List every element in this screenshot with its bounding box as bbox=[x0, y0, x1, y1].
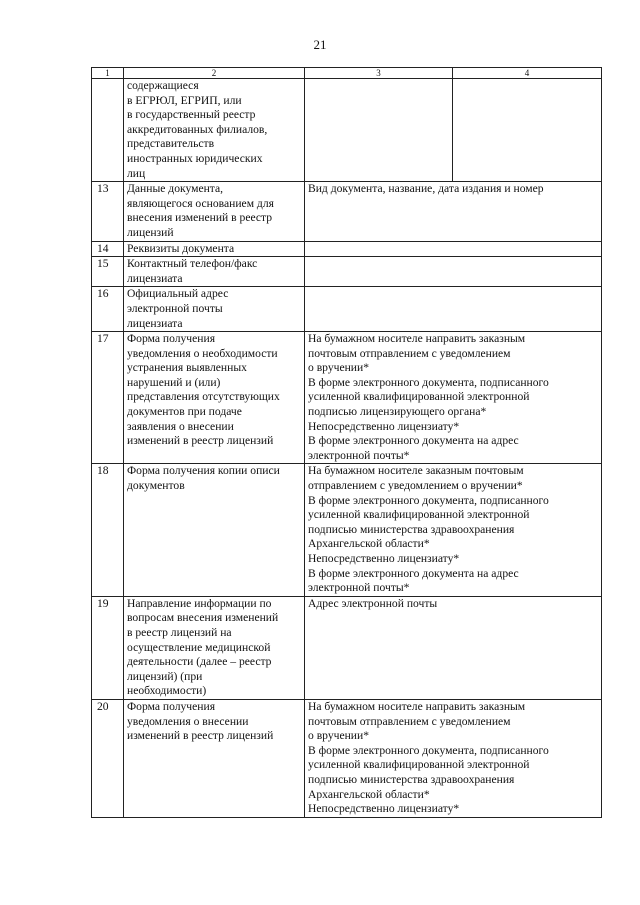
field-value-cell-line: отправлением с уведомлением о вручении* bbox=[308, 479, 523, 493]
field-value-cell-line: В форме электронного документа, подписанного bbox=[308, 375, 549, 389]
row-number: 20 bbox=[92, 699, 124, 817]
header-cell-3: 3 bbox=[305, 68, 453, 79]
field-name-cell-line: Направление информации по bbox=[127, 596, 272, 610]
field-value-cell-line: Адрес электронной почты bbox=[308, 596, 438, 610]
field-name-cell-line: лицензиата bbox=[127, 316, 183, 330]
field-value-cell-line: усиленной квалифицированной электронной bbox=[308, 390, 530, 404]
field-value-cell-line: Архангельской области* bbox=[308, 537, 430, 551]
field-name-cell-line: лицензий) (при bbox=[127, 669, 203, 683]
field-value-cell-line: подписью лицензирующего органа* bbox=[308, 405, 487, 419]
license-form-table bbox=[91, 67, 602, 818]
field-name-cell-line: осуществление медицинской bbox=[127, 640, 271, 654]
field-name-cell-line: электронной почты bbox=[127, 301, 223, 315]
field-name-cell-line: Контактный телефон/факс bbox=[127, 257, 258, 271]
field-name-cell bbox=[124, 182, 305, 241]
table-row bbox=[92, 464, 602, 596]
field-name-cell-line: в реестр лицензий на bbox=[127, 625, 232, 639]
field-name-cell-line: лицензиата bbox=[127, 271, 183, 285]
field-name-cell bbox=[124, 332, 305, 464]
field-name-cell-line: уведомления о внесении bbox=[127, 714, 249, 728]
field-value-cell-line: Непосредственно лицензиату* bbox=[308, 419, 460, 433]
header-cell-1: 1 bbox=[92, 68, 124, 79]
field-value-cell-line: В форме электронного документа на адрес bbox=[308, 434, 519, 448]
field-name-cell-line: уведомления о необходимости bbox=[127, 346, 278, 360]
table-row bbox=[92, 699, 602, 817]
field-value-cell bbox=[305, 79, 453, 182]
row-number: 17 bbox=[92, 332, 124, 464]
field-value-cell-line: почтовым отправлением с уведомлением bbox=[308, 714, 511, 728]
field-name-cell-line: деятельности (далее – реестр bbox=[127, 655, 272, 669]
row-number: 18 bbox=[92, 464, 124, 596]
field-value-cell-line: Вид документа, название, дата издания и номер bbox=[308, 182, 544, 196]
field-name-cell-line: Реквизиты документа bbox=[127, 241, 235, 255]
field-value-cell-line: электронной почты* bbox=[308, 448, 410, 462]
field-value-cell-line: На бумажном носителе направить заказным bbox=[308, 332, 526, 346]
field-value-cell bbox=[305, 332, 602, 464]
field-name-cell-line: внесения изменений в реестр bbox=[127, 211, 273, 225]
table-row bbox=[92, 332, 602, 464]
field-name-cell-line: содержащиеся bbox=[127, 79, 199, 92]
field-name-cell-line: лицензий bbox=[127, 225, 174, 239]
table-body bbox=[92, 68, 602, 818]
field-extra-cell bbox=[453, 79, 602, 182]
field-value-cell-line: На бумажном носителе направить заказным bbox=[308, 699, 526, 713]
field-value-cell-line: усиленной квалифицированной электронной bbox=[308, 758, 530, 772]
field-value-cell-line: В форме электронного документа, подписанного bbox=[308, 493, 549, 507]
field-name-cell bbox=[124, 241, 305, 257]
field-value-cell-line: Архангельской области* bbox=[308, 787, 430, 801]
field-value-cell bbox=[305, 287, 602, 332]
field-value-cell-line: электронной почты* bbox=[308, 581, 410, 595]
field-name-cell-line: документов при подаче bbox=[127, 405, 242, 419]
table-row bbox=[92, 79, 602, 182]
table-row bbox=[92, 182, 602, 241]
field-value-cell-line: Непосредственно лицензиату* bbox=[308, 802, 460, 816]
header-row bbox=[92, 68, 602, 79]
field-name-cell-line: Форма получения копии описи bbox=[127, 464, 280, 478]
field-name-cell bbox=[124, 699, 305, 817]
field-name-cell-line: Данные документа, bbox=[127, 182, 224, 196]
field-name-cell-line: нарушений и (или) bbox=[127, 375, 221, 389]
field-name-cell bbox=[124, 287, 305, 332]
field-value-cell-line: подписью министерства здравоохранения bbox=[308, 772, 515, 786]
field-value-cell bbox=[305, 699, 602, 817]
field-value-cell-line: В форме электронного документа на адрес bbox=[308, 566, 519, 580]
field-name-cell-line: лиц bbox=[127, 166, 146, 180]
row-number: 16 bbox=[92, 287, 124, 332]
field-name-cell bbox=[124, 257, 305, 287]
field-name-cell-line: представительств bbox=[127, 137, 215, 151]
field-name-cell-line: иностранных юридических bbox=[127, 151, 263, 165]
field-value-cell-line: почтовым отправлением с уведомлением bbox=[308, 346, 511, 360]
field-value-cell bbox=[305, 241, 602, 257]
field-value-cell-line: усиленной квалифицированной электронной bbox=[308, 508, 530, 522]
header-cell-4: 4 bbox=[453, 68, 602, 79]
table-row bbox=[92, 241, 602, 257]
row-number: 14 bbox=[92, 241, 124, 257]
field-name-cell-line: документов bbox=[127, 479, 185, 493]
table-row bbox=[92, 287, 602, 332]
field-name-cell bbox=[124, 79, 305, 182]
field-value-cell bbox=[305, 257, 602, 287]
field-name-cell-line: необходимости) bbox=[127, 684, 207, 698]
field-name-cell-line: в государственный реестр bbox=[127, 108, 256, 122]
field-value-cell bbox=[305, 596, 602, 699]
row-number: 13 bbox=[92, 182, 124, 241]
field-value-cell-line: подписью министерства здравоохранения bbox=[308, 522, 515, 536]
row-number: 15 bbox=[92, 257, 124, 287]
field-name-cell-line: заявления о внесении bbox=[127, 419, 234, 433]
field-value-cell-line: На бумажном носителе заказным почтовым bbox=[308, 464, 524, 478]
field-name-cell-line: устранения выявленных bbox=[127, 361, 247, 375]
field-value-cell-line: о вручении* bbox=[308, 361, 369, 375]
field-name-cell-line: вопросам внесения изменений bbox=[127, 611, 279, 625]
header-cell-2: 2 bbox=[124, 68, 305, 79]
field-name-cell-line: изменений в реестр лицензий bbox=[127, 434, 274, 448]
field-name-cell bbox=[124, 464, 305, 596]
field-value-cell bbox=[305, 464, 602, 596]
field-value-cell-line: Непосредственно лицензиату* bbox=[308, 552, 460, 565]
row-number: 19 bbox=[92, 596, 124, 699]
field-name-cell-line: представления отсутствующих bbox=[127, 390, 280, 404]
field-name-cell-line: Официальный адрес bbox=[127, 287, 229, 301]
row-number bbox=[92, 79, 124, 182]
table-row bbox=[92, 257, 602, 287]
field-name-cell-line: в ЕГРЮЛ, ЕГРИП, или bbox=[127, 93, 242, 107]
table-row bbox=[92, 596, 602, 699]
field-name-cell-line: Форма получения bbox=[127, 699, 216, 713]
field-value-cell bbox=[305, 182, 602, 241]
field-name-cell-line: являющегося основанием для bbox=[127, 196, 274, 210]
field-name-cell-line: аккредитованных филиалов, bbox=[127, 122, 268, 136]
field-name-cell-line: Форма получения bbox=[127, 332, 216, 346]
page-number: 21 bbox=[313, 37, 327, 52]
field-name-cell bbox=[124, 596, 305, 699]
field-name-cell-line: изменений в реестр лицензий bbox=[127, 729, 274, 743]
field-value-cell-line: В форме электронного документа, подписанного bbox=[308, 743, 549, 757]
field-value-cell-line: о вручении* bbox=[308, 729, 369, 743]
